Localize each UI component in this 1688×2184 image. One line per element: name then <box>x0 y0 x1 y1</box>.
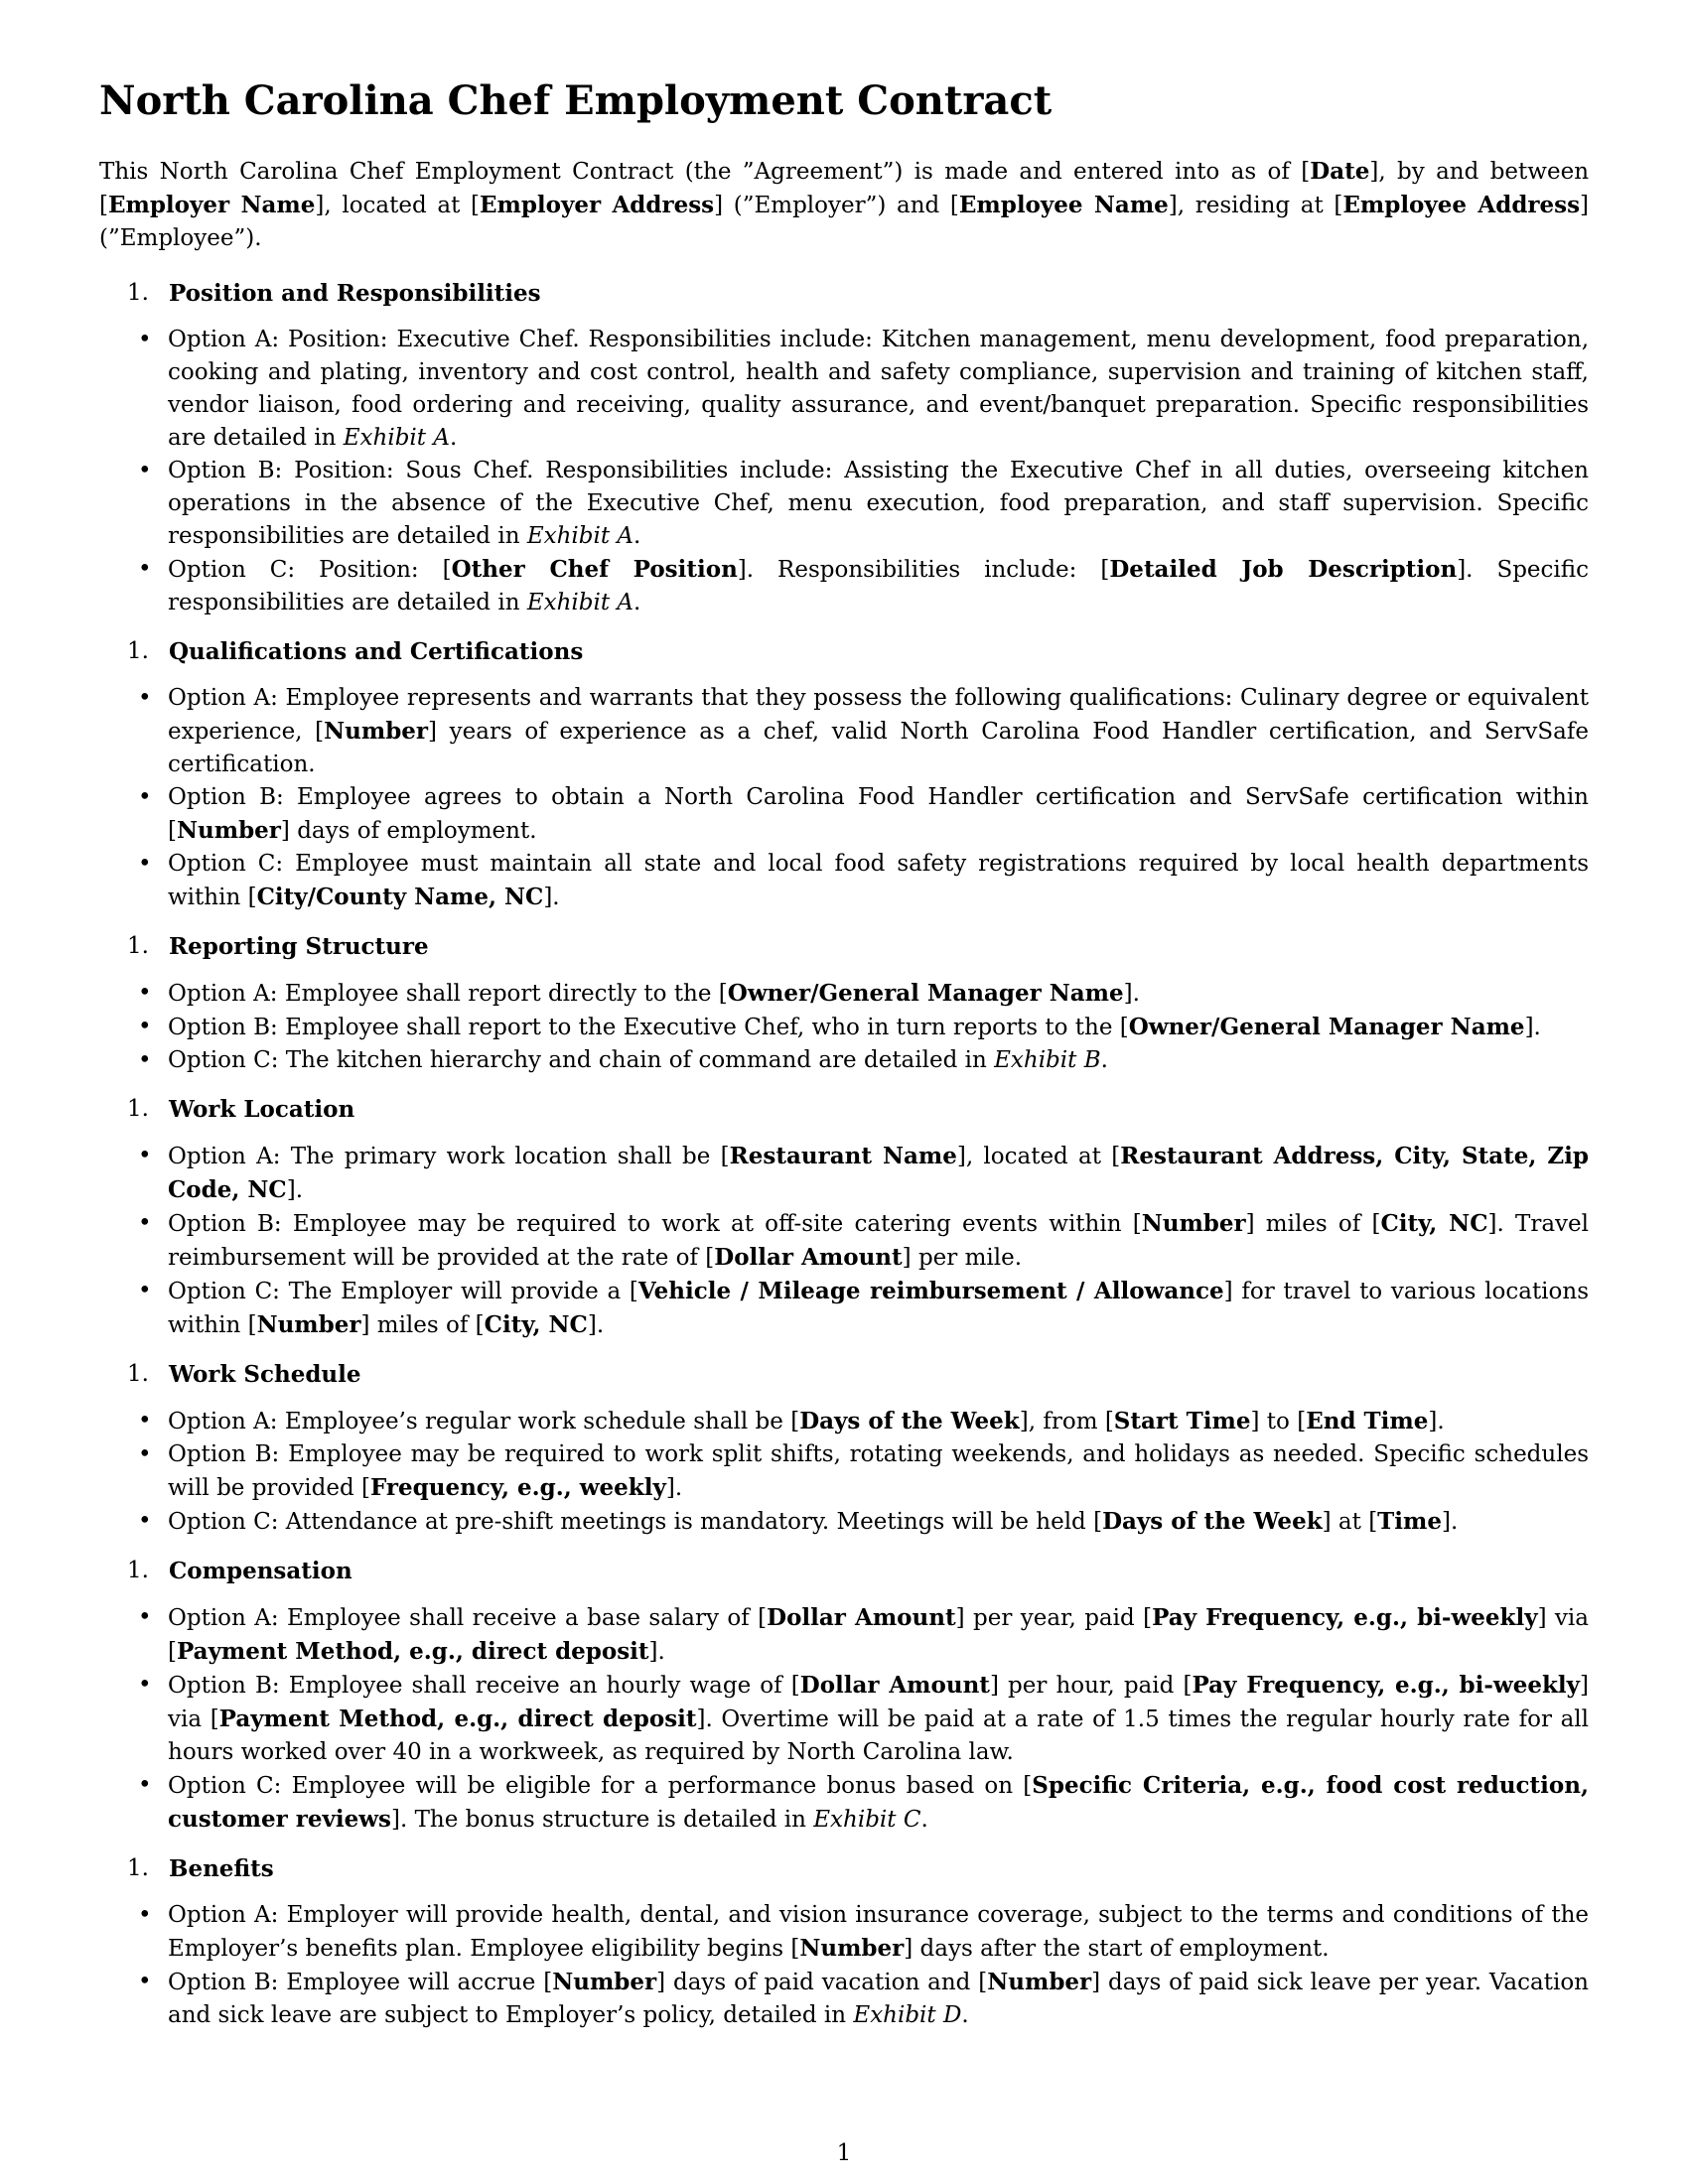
option-item <box>168 977 1589 1011</box>
section-number: 1. <box>127 1361 149 1387</box>
placeholder-field: Restaurant Name <box>729 1143 957 1169</box>
option-list <box>99 1899 1589 2032</box>
text-run: ] at [ <box>1322 1509 1378 1535</box>
text-run: Option B: Employee may be required to work at off-site catering events within [ <box>168 1211 1142 1237</box>
text-run: ] (”Employer”) and [ <box>714 193 959 218</box>
exhibit-reference: Exhibit D <box>853 2002 962 2028</box>
text-run: ]. <box>1123 981 1140 1007</box>
section-title: Work Location <box>169 1096 355 1123</box>
placeholder-field: City/County Name, NC <box>256 884 544 910</box>
section-number: 1. <box>127 1096 149 1122</box>
placeholder-field: Employee Address <box>1342 192 1581 218</box>
text-run: ]. <box>1442 1509 1459 1535</box>
text-run: ] (”Employee”). <box>99 193 1590 251</box>
section-title: Reporting Structure <box>169 933 429 960</box>
text-run: ] days of paid vacation and [ <box>656 1970 988 1995</box>
placeholder-field: End Time <box>1306 1408 1429 1434</box>
text-run: ] per year, paid [ <box>955 1605 1153 1631</box>
text-run: ] via [ <box>168 1673 1590 1732</box>
section-heading <box>99 635 1589 668</box>
exhibit-reference: Exhibit C <box>813 1807 921 1833</box>
placeholder-field: Time <box>1377 1508 1442 1535</box>
exhibit-reference: Exhibit A <box>526 523 634 549</box>
placeholder-field: Days of the Week <box>1102 1508 1323 1535</box>
option-item <box>168 1669 1589 1769</box>
option-item <box>168 1207 1589 1275</box>
text-run: Option B: Employee shall receive an hourly wage of [ <box>168 1673 800 1699</box>
placeholder-field: Number <box>256 1311 361 1338</box>
option-item <box>168 1769 1589 1837</box>
text-run: Option C: Employee must maintain all state and local food safety registrations required by local health departments within [ <box>168 851 1589 910</box>
text-run: Option C: Position: [ <box>168 557 452 583</box>
placeholder-field: Number <box>176 817 281 844</box>
option-item <box>168 848 1589 914</box>
option-list <box>99 1140 1589 1342</box>
exhibit-reference: Exhibit B <box>994 1047 1101 1073</box>
option-item <box>168 1438 1589 1505</box>
placeholder-field: Employer Address <box>479 192 715 218</box>
text-run: ] via [ <box>168 1605 1589 1665</box>
exhibit-reference: Exhibit A <box>343 425 450 451</box>
section-number: 1. <box>127 1855 149 1881</box>
option-list <box>99 682 1589 914</box>
option-item <box>168 1899 1589 1966</box>
text-run: This North Carolina Chef Employment Contract (the ”Agreement”) is made and entered into as of [ <box>99 159 1311 185</box>
text-run: Option A: Position: Executive Chef. Responsibilities include: Kitchen management, menu development, food preparation, cooking and plating, inventory and cost control, health and safety compliance, supervision and training of kitchen staff, vendor liaison, food ordering and receiving, quality assurance, and event/banquet preparation. Specific responsibilities are detailed in <box>168 327 1589 451</box>
text-run: ]. Responsibilities include: [ <box>737 557 1110 583</box>
contract-section <box>99 635 1589 914</box>
text-run: ] days of employment. <box>280 818 537 844</box>
text-run: ], from [ <box>1019 1409 1114 1434</box>
contract-section <box>99 1358 1589 1539</box>
text-run: ]. Overtime will be paid at a rate of 1.5 times the regular hourly rate for all hours worked over 40 in a workweek, as required by North Carolina law. <box>168 1706 1589 1765</box>
text-run: Option A: Employee shall receive a base salary of [ <box>168 1605 768 1631</box>
text-run: ] years of experience as a chef, valid North Carolina Food Handler certification, and ServSafe certification. <box>168 719 1589 777</box>
text-run: ], residing at [ <box>1168 193 1343 218</box>
text-run: ] per hour, paid [ <box>989 1673 1193 1699</box>
text-run: ], located at [ <box>956 1144 1121 1169</box>
placeholder-field: Owner/General Manager Name <box>727 980 1124 1007</box>
text-run: . <box>633 523 641 549</box>
text-run: ]. <box>286 1177 304 1203</box>
document-body <box>99 77 1589 2048</box>
placeholder-field: Dollar Amount <box>799 1672 990 1699</box>
option-item <box>168 1405 1589 1438</box>
placeholder-field: Owner/General Manager Name <box>1128 1014 1525 1040</box>
section-heading <box>99 1358 1589 1391</box>
option-item <box>168 781 1589 848</box>
option-list <box>99 1405 1589 1539</box>
placeholder-field: Number <box>799 1935 905 1962</box>
sections-container <box>99 277 1589 2032</box>
placeholder-field: Other Chef Position <box>451 556 738 583</box>
section-title: Position and Responsibilities <box>169 280 541 307</box>
text-run: ] to [ <box>1250 1409 1307 1434</box>
section-title: Qualifications and Certifications <box>169 638 584 665</box>
text-run: Option C: Attendance at pre-shift meetings is mandatory. Meetings will be held [ <box>168 1509 1103 1535</box>
exhibit-reference: Exhibit A <box>526 590 634 615</box>
contract-section <box>99 930 1589 1077</box>
text-run: Option B: Employee will accrue [ <box>168 1970 553 1995</box>
placeholder-field: Number <box>552 1969 657 1995</box>
text-run: ]. <box>543 885 560 910</box>
placeholder-field: Number <box>987 1969 1092 1995</box>
text-run: . <box>961 2002 969 2028</box>
option-item <box>168 324 1589 455</box>
placeholder-field: Dollar Amount <box>714 1244 903 1271</box>
text-run: ] days after the start of employment. <box>904 1936 1330 1962</box>
placeholder-field: Pay Frequency, e.g., bi-weekly <box>1152 1604 1538 1631</box>
option-item <box>168 1275 1589 1342</box>
text-run: ]. <box>665 1475 683 1501</box>
text-run: ]. <box>648 1639 665 1665</box>
option-list <box>99 324 1589 619</box>
section-title: Compensation <box>169 1558 352 1584</box>
text-run: ] for travel to various locations within [ <box>168 1279 1590 1338</box>
text-run: ]. The bonus structure is detailed in <box>390 1807 814 1833</box>
option-item <box>168 1505 1589 1539</box>
text-run: ] miles of [ <box>1245 1211 1381 1237</box>
option-item <box>168 1044 1589 1077</box>
placeholder-field: Payment Method, e.g., direct deposit <box>218 1706 697 1732</box>
section-heading <box>99 277 1589 310</box>
option-item <box>168 553 1589 619</box>
option-item <box>168 1140 1589 1207</box>
text-run: . <box>449 425 458 451</box>
text-run: Option C: The Employer will provide a [ <box>168 1279 638 1304</box>
text-run: Option A: Employee represents and warrants that they possess the following qualifications: Culinary degree or equivalent experience, [ <box>168 685 1589 745</box>
text-run: Option B: Employee shall report to the Executive Chef, who in turn reports to the [ <box>168 1015 1129 1040</box>
text-run: Option A: The primary work location shall be [ <box>168 1144 730 1169</box>
placeholder-field: Start Time <box>1113 1408 1251 1434</box>
placeholder-field: Dollar Amount <box>767 1604 956 1631</box>
document-title: North Carolina Chef Employment Contract <box>99 77 1053 124</box>
section-title: Benefits <box>169 1855 274 1882</box>
text-run: ]. <box>587 1312 605 1338</box>
option-item <box>168 455 1589 553</box>
intro-paragraph <box>99 155 1589 255</box>
section-number: 1. <box>127 933 149 959</box>
option-item <box>168 1966 1589 2032</box>
section-title: Work Schedule <box>169 1361 361 1388</box>
placeholder-field: City, NC <box>1380 1210 1488 1237</box>
option-item <box>168 682 1589 781</box>
section-heading <box>99 930 1589 963</box>
text-run: Option A: Employee’s regular work schedule shall be [ <box>168 1409 800 1434</box>
placeholder-field: Detailed Job Description <box>1109 556 1458 583</box>
section-heading <box>99 1555 1589 1587</box>
placeholder-field: Employer Name <box>107 192 316 218</box>
contract-section <box>99 277 1589 619</box>
section-number: 1. <box>127 638 149 664</box>
option-list <box>99 977 1589 1077</box>
text-run: ]. <box>1428 1409 1445 1434</box>
text-run: ], by and between [ <box>99 159 1590 218</box>
placeholder-field: City, NC <box>484 1311 588 1338</box>
placeholder-field: Frequency, e.g., weekly <box>369 1474 666 1501</box>
section-heading <box>99 1093 1589 1126</box>
text-run: ]. <box>1524 1015 1541 1040</box>
text-run: ]. Specific responsibilities are detailed in <box>168 557 1589 615</box>
text-run: ]. Travel reimbursement will be provided at the rate of [ <box>168 1211 1589 1271</box>
placeholder-field: Payment Method, e.g., direct deposit <box>176 1638 649 1665</box>
text-run: . <box>633 590 641 615</box>
text-run: Option B: Position: Sous Chef. Responsibilities include: Assisting the Executive Chef in all duties, overseeing kitchen operations in the absence of the Executive Chef, menu execution, food preparation, and staff supervision. Specific responsibilities are detailed in <box>168 458 1589 549</box>
text-run: . <box>920 1807 928 1833</box>
placeholder-field: Pay Frequency, e.g., bi-weekly <box>1192 1672 1581 1699</box>
option-item <box>168 1011 1589 1044</box>
placeholder-field: Date <box>1310 158 1370 185</box>
placeholder-field: Specific Criteria, e.g., food cost reduction, customer reviews <box>168 1772 1589 1833</box>
text-run: ], located at [ <box>315 193 480 218</box>
text-run: ] miles of [ <box>360 1312 485 1338</box>
text-run: Option B: Employee agrees to obtain a North Carolina Food Handler certification and ServSafe certification within [ <box>168 784 1589 844</box>
option-item <box>168 1601 1589 1669</box>
placeholder-field: Number <box>324 718 429 745</box>
text-run: Option C: The kitchen hierarchy and chain of command are detailed in <box>168 1047 995 1073</box>
section-heading <box>99 1852 1589 1885</box>
text-run: . <box>1100 1047 1108 1073</box>
contract-section <box>99 1093 1589 1342</box>
text-run: Option B: Employee may be required to work split shifts, rotating weekends, and holidays as needed. Specific schedules will be provided [ <box>168 1441 1589 1501</box>
text-run: Option A: Employee shall report directly to the [ <box>168 981 728 1007</box>
placeholder-field: Restaurant Address, City, State, Zip Code, NC <box>168 1143 1590 1203</box>
contract-section <box>99 1555 1589 1837</box>
section-number: 1. <box>127 1558 149 1583</box>
placeholder-field: Employee Name <box>958 192 1169 218</box>
placeholder-field: Vehicle / Mileage reimbursement / Allowance <box>637 1278 1224 1304</box>
text-run: Option C: Employee will be eligible for a performance bonus based on [ <box>168 1773 1033 1799</box>
page-number: 1 <box>836 2140 852 2166</box>
placeholder-field: Number <box>1141 1210 1246 1237</box>
text-run: Option A: Employer will provide health, dental, and vision insurance coverage, subject to the terms and conditions of the Employer’s benefits plan. Employee eligibility begins [ <box>168 1902 1589 1962</box>
contract-section <box>99 1852 1589 2032</box>
option-list <box>99 1601 1589 1837</box>
section-number: 1. <box>127 280 149 306</box>
placeholder-field: Days of the Week <box>799 1408 1020 1434</box>
text-run: ] days of paid sick leave per year. Vacation and sick leave are subject to Employer’s policy, detailed in <box>168 1970 1589 2028</box>
text-run: ] per mile. <box>902 1245 1023 1271</box>
